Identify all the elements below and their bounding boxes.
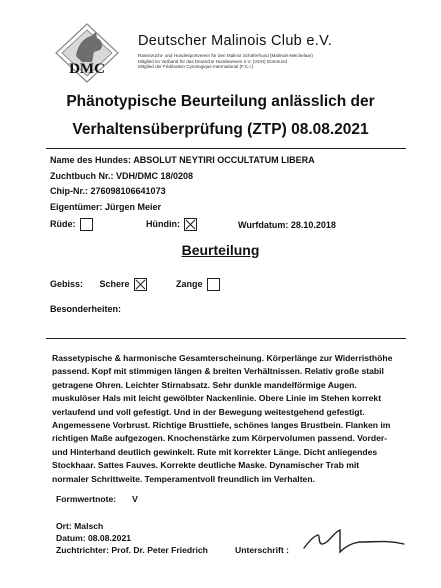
title-line-1: Phänotypische Beurteilung anlässlich der xyxy=(66,93,375,110)
grade-value: V xyxy=(132,494,138,504)
date: Datum: 08.08.2021 xyxy=(56,533,131,543)
owner: Eigentümer: Jürgen Meier xyxy=(50,202,162,212)
signature-icon xyxy=(300,522,410,562)
title-line-2: Verhaltensüberprüfung (ZTP) 08.08.2021 xyxy=(72,121,369,138)
birth-date: Wurfdatum: 28.10.2018 xyxy=(238,220,336,230)
judge: Zuchtrichter: Prof. Dr. Peter Friedrich xyxy=(56,545,208,555)
assessment-text: Rassetypische & harmonische Gesamterscheinung. Körperlänge zur Widerristhöhe passend. Kopf mit stimmigen längen & breiten Verhältnissen. Relativ große stabil getragene Ohren. Leichter Stirnabsatz. Sehr dunkle mandelförmige Augen. muskulöser Hals mit leicht gewölbter Nackenlinie. Obere Linie im Stehen korrekt verlaufend und voll gefestigt. Und in der Bewegung weitestgehend gefestigt. Angemessene Vorbrust. Richtige Brusttiefe, schönes langes Brustbein. Flanken im richtigen Maße aufgezogen. Knochenstärke zum Körpervolumen passend. Vorder- und Hinterhand deutlich gewinkelt. Rute mit korrekter Länge. Dicht anliegendes Stockhaar. Sattes Fauves. Korrekte deutliche Maske. Dynamischer Trab mit normaler Schrittweite. Temperamentvoll freundlich im Verhalten. xyxy=(52,353,393,484)
stud-book-number: Zuchtbuch Nr.: VDH/DMC 18/0208 xyxy=(50,171,194,181)
female-checkbox[interactable] xyxy=(184,218,197,231)
grade-field: Formwertnote: V xyxy=(56,494,138,504)
club-logo xyxy=(54,22,120,84)
scissor-checkbox[interactable] xyxy=(134,278,147,291)
signature-label: Unterschrift : xyxy=(235,545,289,555)
place: Ort: Malsch xyxy=(56,521,104,531)
special-notes-label: Besonderheiten: xyxy=(50,304,122,314)
divider-top xyxy=(46,148,406,149)
male-field: Rüde: xyxy=(50,218,93,231)
club-name: Deutscher Malinois Club e.V. xyxy=(138,33,333,49)
dog-name: Name des Hundes: ABSOLUT NEYTIRI OCCULTATUM LIBERA xyxy=(50,155,315,165)
divider-middle xyxy=(46,338,406,339)
pincer-checkbox[interactable] xyxy=(207,278,220,291)
female-field: Hündin: xyxy=(146,218,197,231)
male-checkbox[interactable] xyxy=(80,218,93,231)
club-subtitle: Rassezucht- und Hundesportverein für den Malinoi Schäferhund (Malinois-Mechelaar) Mitglied im Verband für das Deutsche Hundewesen e.V. (VDH) Dortmund Mitglied der Fédération Cynologique International (F.C.I.) xyxy=(138,53,313,70)
chip-number: Chip-Nr.: 276098106641073 xyxy=(50,186,166,196)
bite-field: Gebiss: Schere xyxy=(50,278,147,291)
logo-text: DMC xyxy=(69,61,105,77)
pincer-field: Zange xyxy=(176,278,220,291)
section-heading: Beurteilung xyxy=(181,242,260,258)
